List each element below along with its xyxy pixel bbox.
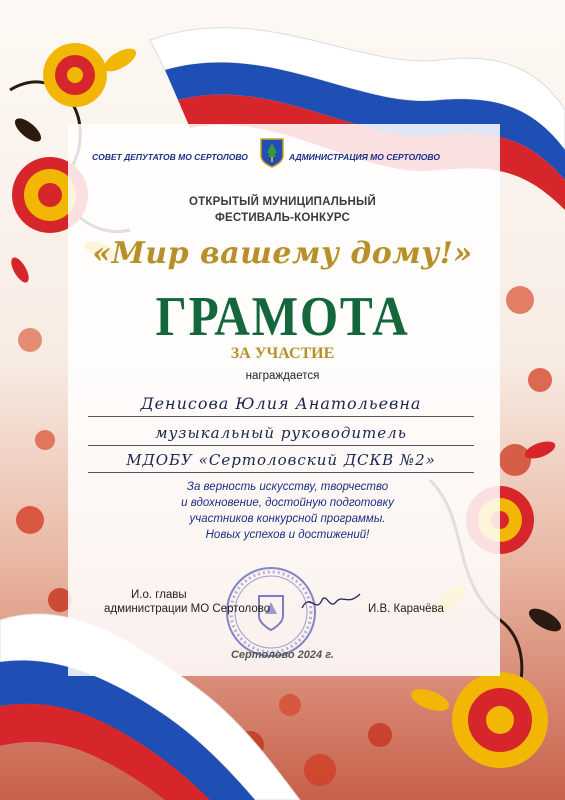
wish-line-4: Новых успехов и достижений! — [205, 529, 370, 541]
council-label: СОВЕТ ДЕПУТАТОВ МО СЕРТОЛОВО — [92, 152, 248, 162]
recipient-position: музыкальный руководитель — [155, 424, 407, 442]
contest-name: «Мир вашему дому!» — [92, 236, 473, 271]
signer-role-line-2: администрации МО Сертолово — [104, 603, 271, 615]
recipient-organization: МДОБУ «Сертоловский ДСКВ №2» — [126, 451, 436, 469]
signer-name: И.В. Карачёва — [368, 603, 444, 615]
administration-label: АДМИНИСТРАЦИЯ МО СЕРТОЛОВО — [289, 152, 440, 162]
signer-role-line-1: И.о. главы — [131, 589, 187, 601]
underline-3 — [88, 472, 474, 473]
awarded-label: награждается — [245, 370, 320, 382]
wish-line-2: и вдохновение, достойную подготовку — [181, 497, 394, 509]
signature-scribble — [300, 588, 362, 616]
wish-line-1: За верность искусству, творчество — [186, 481, 389, 493]
sertolovo-emblem-icon — [260, 138, 284, 168]
certificate-subtitle: ЗА УЧАСТИЕ — [230, 345, 335, 362]
wish-line-3: участников конкурсной программы. — [189, 513, 386, 525]
festival-line-2: ФЕСТИВАЛЬ-КОНКУРС — [215, 212, 350, 224]
festival-line-1: ОТКРЫТЫЙ МУНИЦИПАЛЬНЫЙ — [189, 196, 376, 208]
certificate-title: ГРАМОТА — [155, 286, 410, 348]
underline-2 — [88, 445, 474, 446]
recipient-name: Денисова Юлия Анатольевна — [140, 394, 422, 413]
underline-1 — [88, 416, 474, 417]
city-and-year: Сертолово 2024 г. — [230, 649, 334, 661]
